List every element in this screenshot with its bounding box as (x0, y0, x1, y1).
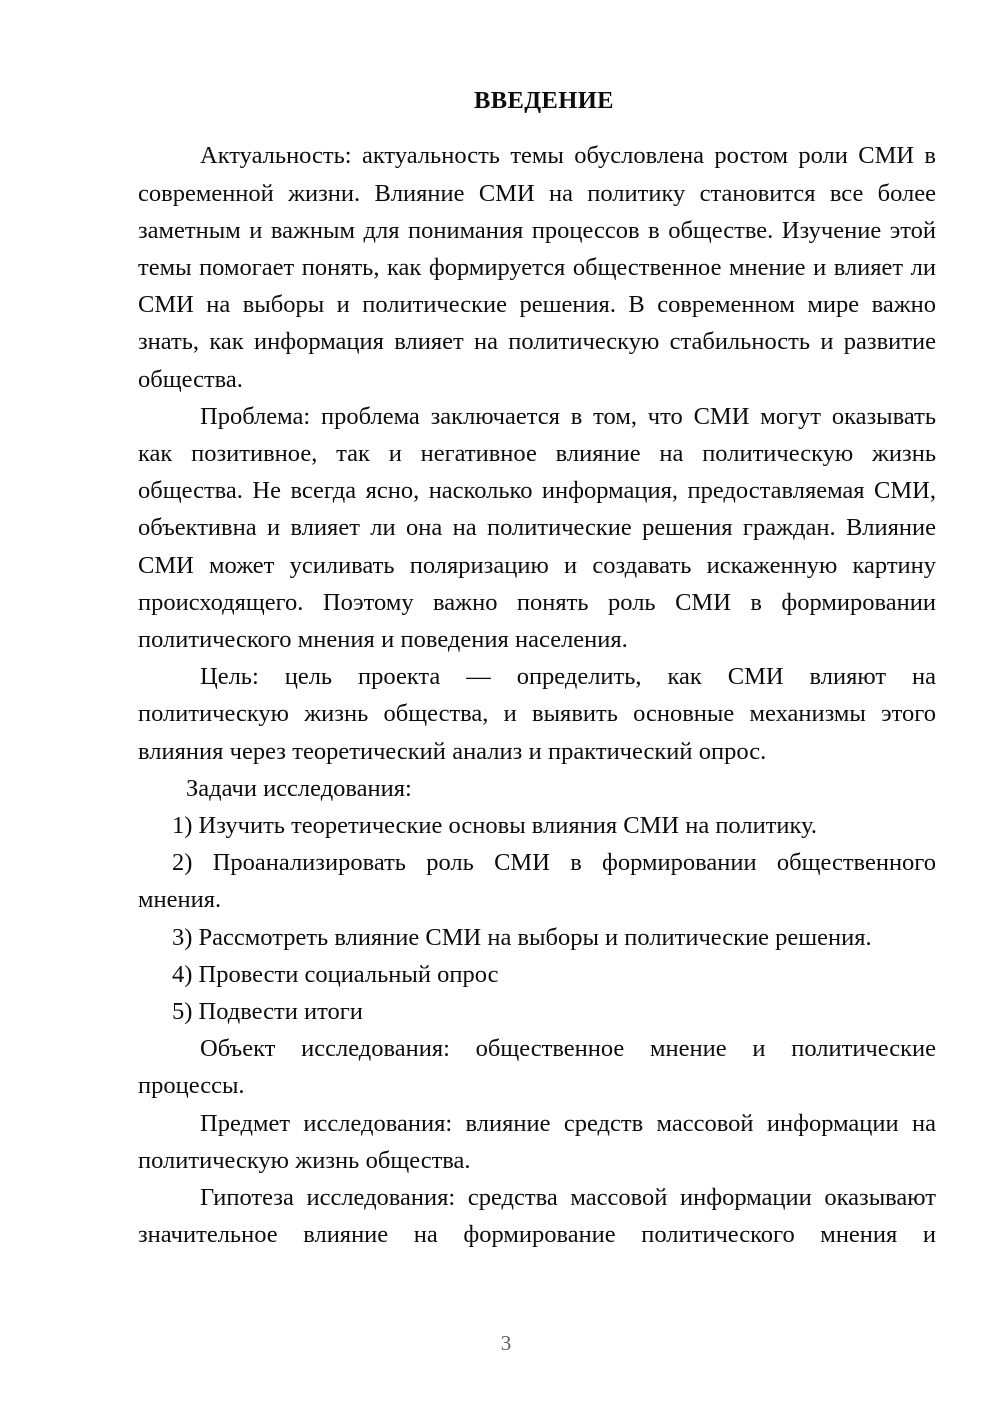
paragraph-problem: Проблема: проблема заключается в том, что СМИ могут оказывать как позитивное, так и негативное влияние на политическую жизнь общества. Не всегда ясно, насколько информация, предоставляемая СМИ, объективна и влияет ли она на политические решения граждан. Влияние СМИ может усиливать поляризацию и создавать искаженную картину происходящего. Поэтому важно понять роль СМИ в формировании политического мнения и поведения населения. (138, 402, 936, 654)
page-title: ВВЕДЕНИЕ (474, 87, 614, 114)
task-list-item: 4) Провести социальный опрос (172, 960, 499, 988)
paragraph-hypothesis: Гипотеза исследования: средства массовой информации оказывают значительное влияние на формирование политического мнения и (138, 1184, 936, 1249)
task-list-item: 5) Подвести итоги (172, 998, 363, 1026)
task-list-item: 2) Проанализировать роль СМИ в формировании общественного мнения. (138, 849, 936, 914)
page-content (138, 86, 936, 1291)
page-number: 3 (500, 1331, 512, 1355)
task-list-item: 1) Изучить теоретические основы влияния СМИ на политику. (172, 812, 817, 840)
tasks-heading: Задачи исследования: (186, 774, 412, 802)
paragraph-object: Объект исследования: общественное мнение и политические процессы. (138, 1035, 936, 1100)
paragraph-goal: Цель: цель проекта — определить, как СМИ влияют на политическую жизнь общества, и выявить основные механизмы этого влияния через теоретический анализ и практический опрос. (138, 663, 936, 765)
paragraph-subject: Предмет исследования: влияние средств массовой информации на политическую жизнь общества. (138, 1109, 936, 1174)
task-list-item: 3) Рассмотреть влияние СМИ на выборы и политические решения. (172, 923, 872, 951)
paragraph-relevance: Актуальность: актуальность темы обусловлена ростом роли СМИ в современной жизни. Влияние СМИ на политику становится все более заметным и важным для понимания процессов в обществе. Изучение этой темы помогает понять, как формируется общественное мнение и влияет ли СМИ на выборы и политические решения. В современном мире важно знать, как информация влияет на политическую стабильность и развитие общества. (138, 142, 936, 393)
tasks-list (138, 807, 936, 1030)
